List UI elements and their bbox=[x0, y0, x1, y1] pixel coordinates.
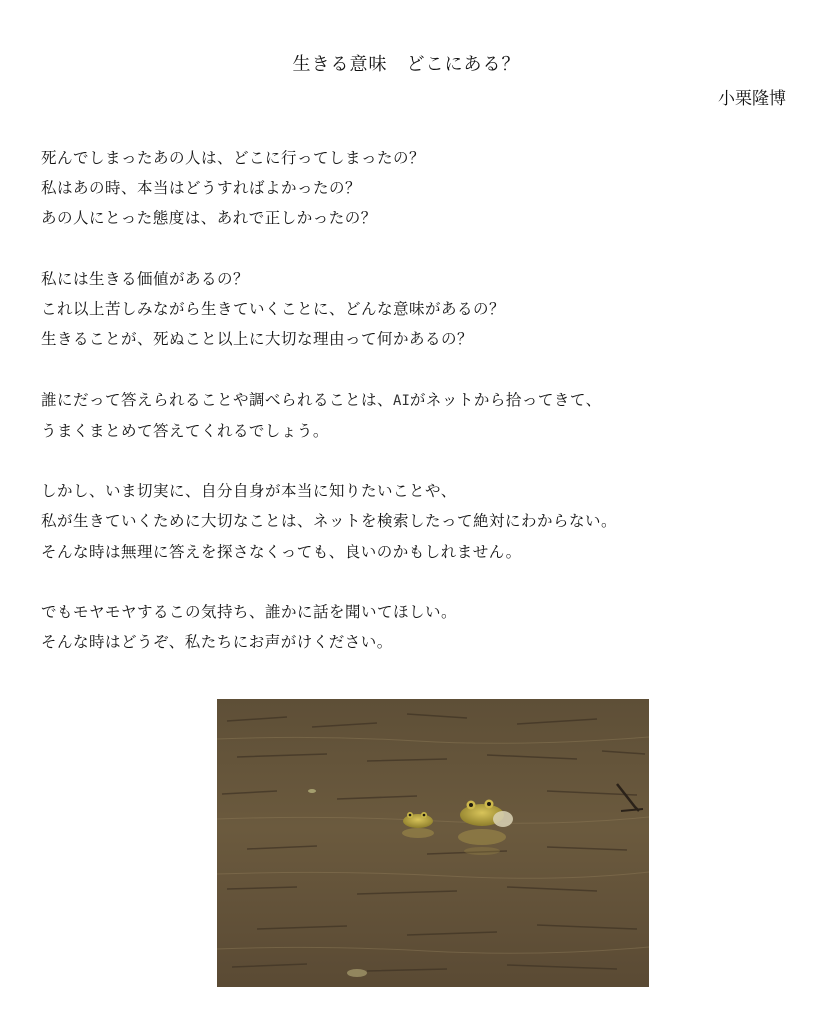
page-title: 生きる意味 どこにある？ bbox=[292, 54, 521, 75]
text-line: うまくまとめて答えてくれるでしょう。 bbox=[41, 421, 329, 440]
text-segment: がネットから拾ってきて、 bbox=[409, 390, 602, 409]
text-line: これ以上苦しみながら生きていくことに、どんな意味があるの？ bbox=[41, 300, 506, 318]
paragraph-2 bbox=[41, 264, 801, 355]
frog-pond-photo bbox=[217, 699, 649, 987]
text-line: 私が生きていくために大切なことは、ネットを検索したって絶対にわからない。 bbox=[41, 512, 618, 531]
ai-term: AI bbox=[393, 392, 410, 409]
text-line: あの人にとった態度は、あれで正しかったの？ bbox=[41, 209, 377, 228]
text-line: しかし、いま切実に、自分自身が本当に知りたいことや、 bbox=[41, 482, 457, 501]
body-text bbox=[41, 143, 801, 688]
text-line: 死んでしまったあの人は、どこに行ってしまったの？ bbox=[41, 149, 426, 167]
text-line: 生きることが、死ぬこと以上に大切な理由って何かあるの？ bbox=[41, 330, 474, 349]
paragraph-4 bbox=[41, 476, 801, 567]
text-segment: 誰にだって答えられることや調べられることは、 bbox=[41, 390, 394, 409]
paragraph-3 bbox=[41, 385, 801, 446]
author-name: 小栗隆博 bbox=[718, 89, 786, 109]
text-line: でもモヤモヤするこの気持ち、誰かに話を聞いてほしい。 bbox=[41, 602, 458, 621]
text-line: そんな時はどうぞ、私たちにお声がけください。 bbox=[41, 633, 393, 652]
text-line bbox=[41, 385, 801, 416]
paragraph-5 bbox=[41, 597, 801, 657]
text-line: 私には生きる価値があるの？ bbox=[41, 269, 250, 288]
text-line: 私はあの時、本当はどうすればよかったの？ bbox=[41, 179, 362, 198]
text-line: そんな時は無理に答えを探さなくっても、良いのかもしれません。 bbox=[41, 542, 522, 561]
paragraph-1 bbox=[41, 143, 801, 234]
